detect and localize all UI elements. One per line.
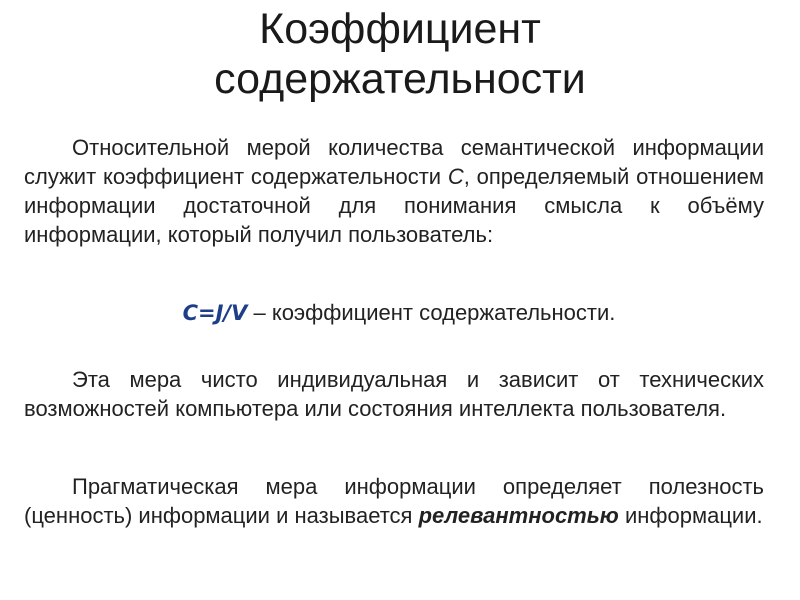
paragraph-2-text: Эта мера чисто индивидуальная и зависит от технических возможностей компьютера или состояния интеллекта пользователя.: [24, 367, 764, 421]
formula-line: [24, 298, 764, 328]
coefficient-symbol: C: [447, 164, 464, 189]
slide-title-line-1: Коэффициент: [259, 5, 541, 53]
spacer: [24, 423, 764, 472]
slide-title: [0, 4, 800, 104]
paragraph-3-text-after: информации.: [618, 503, 763, 528]
relevance-term: релевантностью: [418, 503, 619, 528]
slide-title-line-2: содержательности: [214, 55, 586, 103]
paragraph-individual-measure: [24, 365, 764, 423]
paragraph-1-text-after: , определяемый отношением информации достаточной для понимания смысла к объёму информации, который получил пользователь:: [24, 164, 764, 247]
formula-expression: C=J/V: [182, 301, 248, 325]
spacer: [24, 249, 764, 298]
paragraph-3-text-before: Прагматическая мера информации определяет полезность (ценность) информации и называется: [24, 474, 764, 528]
paragraph-semantic-measure: [24, 133, 764, 249]
slide-body: [24, 133, 764, 530]
spacer: [24, 328, 764, 365]
paragraph-1-text-before: Относительной мерой количества семантической информации служит коэффициент содержательности: [24, 135, 764, 189]
paragraph-pragmatic-measure: [24, 472, 764, 530]
formula-description: – коэффициент содержательности.: [247, 300, 616, 325]
